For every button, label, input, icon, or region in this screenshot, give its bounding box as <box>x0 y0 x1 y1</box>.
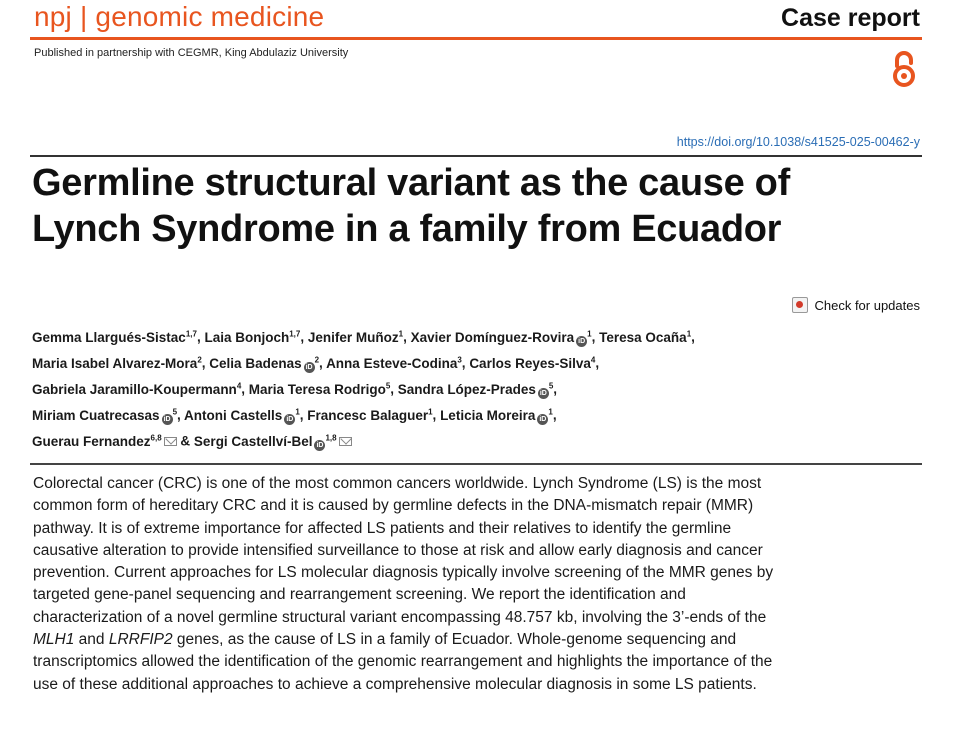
author-affiliation: 1,7 <box>289 329 301 338</box>
author-item[interactable] <box>209 356 319 371</box>
author-separator: , <box>403 329 411 345</box>
author-item[interactable] <box>32 434 177 449</box>
author-separator: , <box>319 355 327 371</box>
author-name: Antoni Castells <box>184 407 283 423</box>
author-name: Gemma Llargués-Sistac <box>32 329 186 345</box>
author-affiliation: 1 <box>398 329 404 338</box>
orcid-icon[interactable]: iD <box>163 415 171 423</box>
author-name: Xavier Domínguez-Rovira <box>410 329 575 345</box>
author-separator: , <box>552 407 557 423</box>
author-item[interactable] <box>184 408 300 423</box>
header-rule <box>30 37 922 40</box>
author-name: Guerau Fernandez <box>32 433 151 449</box>
author-item[interactable] <box>204 330 300 345</box>
journal-prefix: npj <box>34 1 72 32</box>
orcid-icon[interactable]: iD <box>578 337 586 345</box>
open-access-icon <box>890 50 918 88</box>
author-item[interactable] <box>469 356 595 371</box>
author-item[interactable] <box>32 382 241 397</box>
author-separator: , <box>300 329 308 345</box>
author-item[interactable] <box>599 330 691 345</box>
author-name: Anna Esteve-Codina <box>326 355 458 371</box>
author-item[interactable] <box>326 356 462 371</box>
author-item[interactable] <box>194 434 352 449</box>
author-item[interactable] <box>32 330 197 345</box>
author-name: Sergi Castellví-Bel <box>193 433 313 449</box>
abstract-part-2: genes, as the cause of LS in a family of Ecuador. Whole-genome sequencing and transcriptomics allowed the identification of the genomic rearrangement and highlights the importance of the use of these additional approaches to achieve a comprehensive molecular diagnosis in some LS patients. <box>33 631 773 693</box>
title-line-1: Germline structural variant as the cause of <box>32 162 790 204</box>
author-item[interactable] <box>307 408 432 423</box>
title-line-2: Lynch Syndrome in a family from Ecuador <box>32 208 782 250</box>
partnership-note: Published in partnership with CEGMR, King Abdulaziz University <box>34 47 349 59</box>
author-name: Carlos Reyes-Silva <box>469 355 591 371</box>
check-updates-label: Check for updates <box>814 297 920 313</box>
author-affiliation: 5 <box>385 381 391 390</box>
author-separator: & <box>176 433 194 449</box>
abstract-and: and <box>74 631 109 649</box>
author-name: Laia Bonjoch <box>204 329 290 345</box>
author-separator: , <box>390 381 398 397</box>
title-rule <box>30 155 922 157</box>
email-icon[interactable] <box>339 437 352 446</box>
author-affiliation: 5 <box>172 407 178 416</box>
author-affiliation: 1,7 <box>185 329 197 338</box>
author-separator: , <box>591 329 600 345</box>
author-separator: , <box>196 329 205 345</box>
author-affiliation: 1 <box>548 407 553 416</box>
author-affiliation: 1 <box>428 407 433 416</box>
orcid-icon[interactable]: iD <box>316 441 324 449</box>
author-separator: , <box>432 407 441 423</box>
author-affiliation: 4 <box>590 355 596 364</box>
author-affiliation: 4 <box>236 381 242 390</box>
author-list <box>32 323 912 453</box>
author-affiliation: 5 <box>548 381 554 390</box>
author-affiliation: 1 <box>686 329 692 338</box>
check-updates-icon <box>792 297 808 313</box>
author-separator: , <box>553 381 558 397</box>
abstract-part-1: Colorectal cancer (CRC) is one of the most common cancers worldwide. Lynch Syndrome (LS) is the most common form of hereditary CRC and it is caused by germline defects in the DNA-mismatch repair (MMR) pathway. It is of extreme importance for affected LS patients and their relatives to identify the germline causative alteration to provide intensified surveillance to those at risk and allow early diagnosis and cancer prevention. Current approaches for LS molecular diagnosis typically involve screening of the MMR genes by targeted gene-panel sequencing and rearrangement screening. We report the identification and characterization of a novel germline structural variant encompassing 48.757 kb, involving the 3’-ends of the <box>33 475 774 626</box>
author-separator: , <box>177 407 185 423</box>
email-icon[interactable] <box>164 437 177 446</box>
article-type: Case report <box>781 4 920 32</box>
author-affiliation: 6,8 <box>150 433 162 442</box>
author-name: Teresa Ocaña <box>599 329 687 345</box>
gene-lrrfip2: LRRFIP2 <box>108 631 173 649</box>
orcid-icon[interactable]: iD <box>539 389 547 397</box>
doi-link[interactable]: https://doi.org/10.1038/s41525-025-00462-y <box>676 135 920 149</box>
abstract-rule <box>30 463 922 465</box>
orcid-icon[interactable]: iD <box>305 363 313 371</box>
author-name: Maria Isabel Alvarez-Mora <box>32 355 198 371</box>
article-title <box>32 160 932 252</box>
journal-name[interactable] <box>34 1 324 33</box>
orcid-icon[interactable]: iD <box>286 415 294 423</box>
author-item[interactable] <box>249 382 391 397</box>
author-item[interactable] <box>440 408 553 423</box>
author-affiliation: 1 <box>295 407 300 416</box>
author-item[interactable] <box>398 382 554 397</box>
author-name: Jenifer Muñoz <box>307 329 399 345</box>
author-affiliation: 3 <box>457 355 462 364</box>
author-separator: , <box>691 329 695 345</box>
author-name: Gabriela Jaramillo-Koupermann <box>32 381 237 397</box>
abstract <box>33 473 793 696</box>
author-name: Sandra López-Prades <box>397 381 536 397</box>
author-separator: , <box>201 355 210 371</box>
author-separator: , <box>461 355 470 371</box>
author-name: Miriam Cuatrecasas <box>32 407 160 423</box>
author-affiliation: 1 <box>587 329 592 338</box>
journal-separator: | <box>79 1 88 32</box>
author-separator: , <box>595 355 600 371</box>
author-item[interactable] <box>32 356 202 371</box>
check-for-updates[interactable] <box>792 297 920 313</box>
author-item[interactable] <box>411 330 592 345</box>
orcid-icon[interactable]: iD <box>539 415 547 423</box>
journal-title: genomic medicine <box>95 1 325 32</box>
author-item[interactable] <box>308 330 403 345</box>
author-separator: , <box>241 381 249 397</box>
gene-mlh1: MLH1 <box>33 631 75 649</box>
author-name: Celia Badenas <box>209 355 302 371</box>
author-affiliation: 1,8 <box>325 433 337 442</box>
author-affiliation: 2 <box>197 355 202 364</box>
author-name: Leticia Moreira <box>440 407 536 423</box>
author-name: Maria Teresa Rodrigo <box>248 381 386 397</box>
author-affiliation: 2 <box>314 355 320 364</box>
author-name: Francesc Balaguer <box>307 407 429 423</box>
author-item[interactable] <box>32 408 177 423</box>
author-separator: , <box>299 407 308 423</box>
